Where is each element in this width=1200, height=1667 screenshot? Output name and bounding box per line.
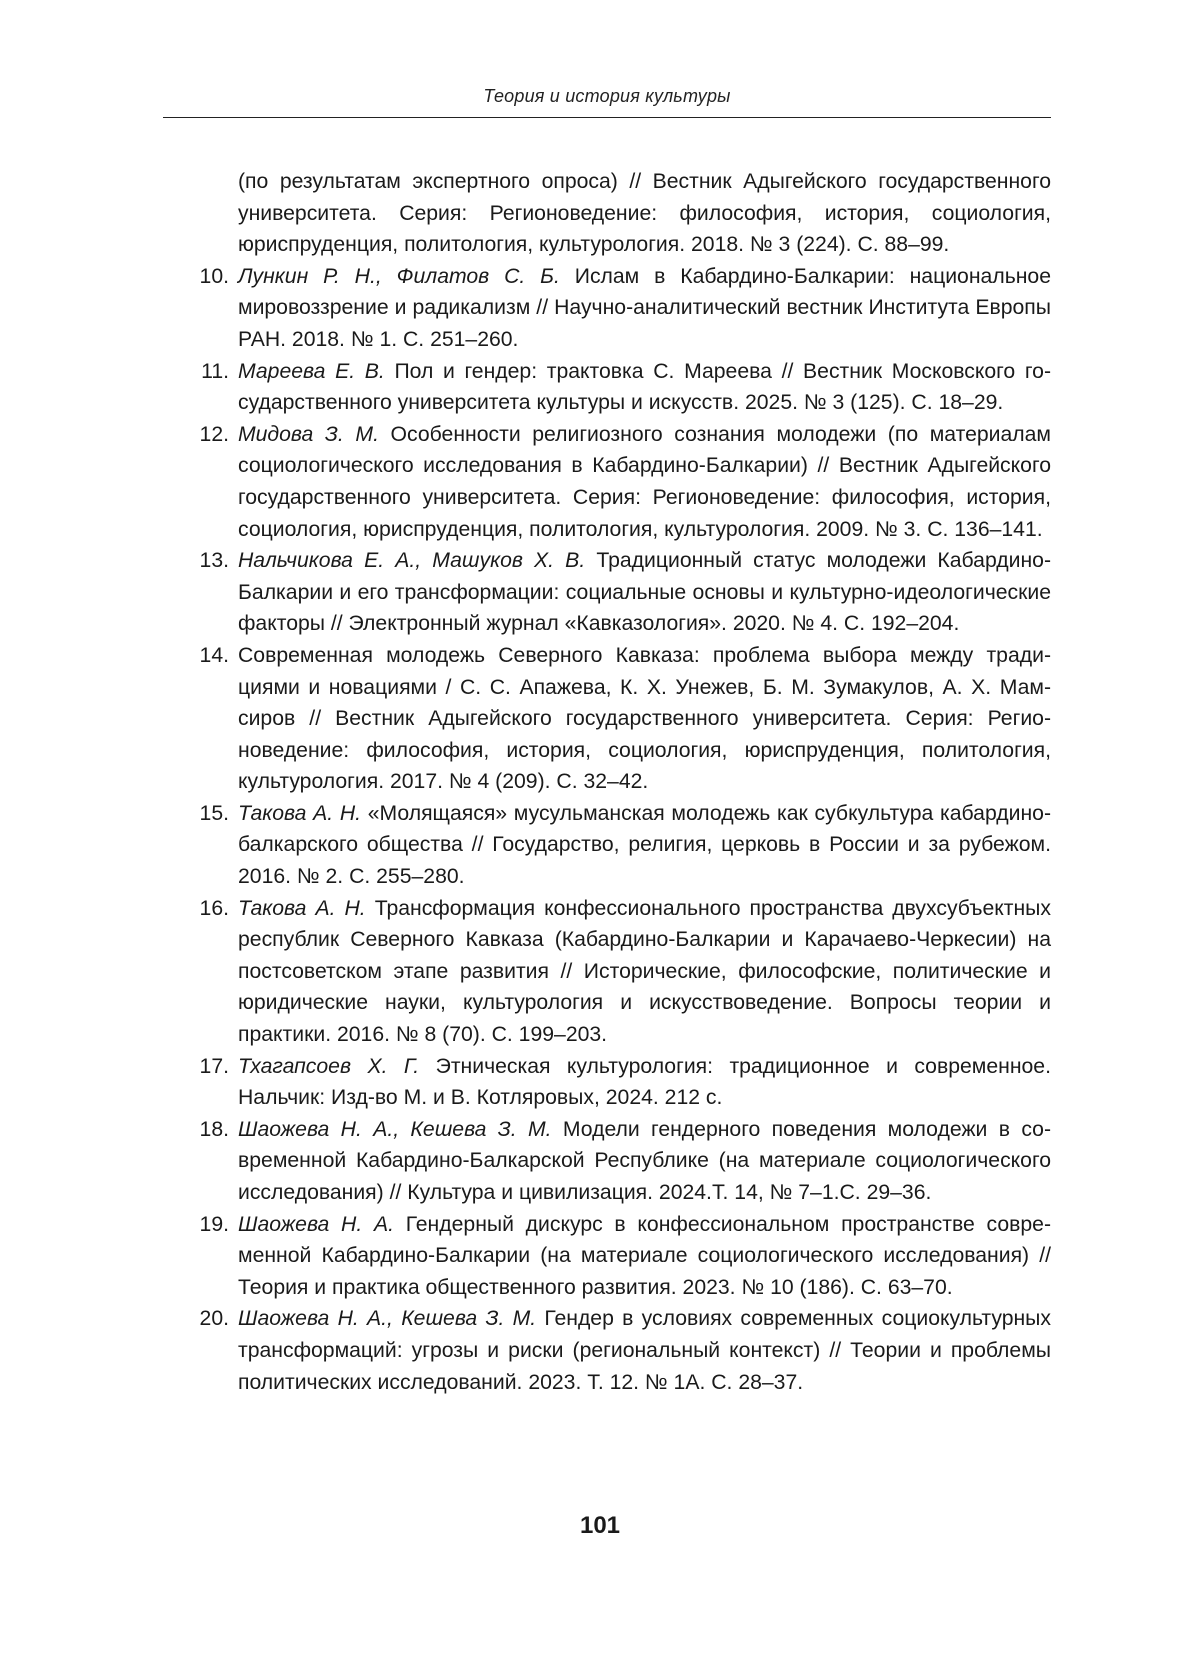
reference-body bbox=[238, 1303, 1051, 1398]
reference-author: Шаожева Н. А., Кешева З. М. bbox=[238, 1117, 552, 1141]
reference-text: Этническая культурология: традиционное и современное. Нальчик: Изд-во М. и В. Котляровых, 2024. 212 с. bbox=[238, 1054, 1051, 1110]
reference-item bbox=[184, 640, 1051, 798]
reference-text: Ислам в Кабардино-Балкарии: национальное мировоззрение и радикализм // Научно-аналитический вестник Института Европы РАН. 2018. № 1. С. 251–260. bbox=[238, 264, 1051, 351]
reference-item bbox=[184, 1051, 1051, 1114]
reference-text: Гендерный дискурс в конфессиональном пространстве современной Кабардино-Балкарии (на материале социологического исследования) // Теория и практика общественного развития. 2023. № 10 (186). С. 63–70. bbox=[238, 1212, 1051, 1299]
reference-item bbox=[184, 798, 1051, 893]
reference-body bbox=[238, 1051, 1051, 1114]
reference-body bbox=[238, 640, 1051, 798]
reference-body bbox=[238, 261, 1051, 356]
reference-number: 11. bbox=[201, 359, 229, 383]
reference-author: Лункин Р. Н., Филатов С. Б. bbox=[238, 264, 560, 288]
reference-body bbox=[238, 798, 1051, 893]
running-head: Теория и история культуры bbox=[483, 86, 731, 106]
reference-body bbox=[238, 356, 1051, 419]
reference-item bbox=[184, 1114, 1051, 1209]
reference-item bbox=[184, 261, 1051, 356]
reference-body bbox=[238, 893, 1051, 1051]
reference-number: 15. bbox=[199, 801, 229, 825]
reference-number: 18. bbox=[199, 1117, 229, 1141]
reference-item bbox=[184, 893, 1051, 1051]
reference-text: Пол и гендер: трактовка С. Мареева // Вестник Московского государственного университета культуры и искусств. 2025. № 3 (125). С. 18–29. bbox=[238, 359, 1051, 415]
reference-list bbox=[184, 166, 1051, 1398]
reference-item bbox=[184, 1303, 1051, 1398]
reference-author: Мареева Е. В. bbox=[238, 359, 385, 383]
reference-body bbox=[238, 1209, 1051, 1304]
reference-author: Шаожева Н. А., Кешева З. М. bbox=[238, 1307, 537, 1331]
reference-author: Шаожева Н. А. bbox=[238, 1212, 394, 1236]
reference-item bbox=[184, 356, 1051, 419]
reference-text: Гендер в условиях современных социокультурных трансформаций: угрозы и риски (региональный контекст) // Теории и проблемы политических исследований. 2023. Т. 12. № 1А. С. 28–37. bbox=[238, 1307, 1052, 1394]
reference-text: Традиционный статус молодежи Кабардино-Балкарии и его трансформации: социальные основы и культурно-идеологические факторы // Электронный журнал «Кавказология». 2020. № 4. С. 192–204. bbox=[238, 549, 1051, 636]
reference-text: Модели гендерного поведения молодежи в современной Кабардино-Балкарской Республике (на материале социологического исследования) // Культура и цивилизация. 2024.Т. 14, № 7–1.С. 29–36. bbox=[238, 1117, 1051, 1204]
reference-text: Особенности религиозного сознания молодежи (по материалам социологического исследования в Кабардино-Балкарии) // Вестник Адыгейского государственного университета. Серия: Регионоведение: философия, история, социология, юриспруденция, политология, культурология. 2009. № 3. С. 136–141. bbox=[238, 422, 1051, 541]
reference-item bbox=[184, 545, 1051, 640]
reference-number: 14. bbox=[199, 643, 229, 667]
reference-text: (по результатам экспертного опроса) // Вестник Адыгейского государственного университета. Серия: Регионоведение: философия, история, социология, юриспруденция, политология, культурология. 2018. № 3 (224). С. 88–99. bbox=[238, 170, 1051, 257]
reference-number bbox=[184, 166, 238, 261]
reference-text: Трансформация конфессионального пространства двухсубъектных республик Северного Кавказа (Кабардино-Балкарии и Карачаево-Черкесии) на постсоветском этапе развития // Исторические, философские, политические и юридические науки, культурология и искусствоведение. Вопросы теории и практики. 2016. № 8 (70). С. 199–203. bbox=[238, 896, 1051, 1047]
reference-number: 16. bbox=[199, 896, 229, 920]
reference-text: «Молящаяся» мусульманская молодежь как субкультура кабардино-балкарского общества // Государство, религия, церковь в России и за рубежом. 2016. № 2. С. 255–280. bbox=[238, 801, 1052, 889]
reference-author: Тхагапсоев Х. Г. bbox=[238, 1054, 420, 1078]
reference-body bbox=[238, 419, 1051, 545]
reference-number: 10. bbox=[199, 264, 229, 288]
reference-number: 17. bbox=[199, 1054, 229, 1078]
reference-body bbox=[238, 166, 1051, 261]
reference-body bbox=[238, 1114, 1051, 1209]
reference-author: Такова А. Н. bbox=[238, 801, 362, 825]
reference-author: Такова А. Н. bbox=[238, 896, 366, 920]
reference-author: Нальчикова Е. А., Машуков Х. В. bbox=[238, 549, 586, 573]
reference-number: 20. bbox=[199, 1307, 229, 1331]
page-number: 101 bbox=[579, 1512, 621, 1539]
reference-body bbox=[238, 545, 1051, 640]
reference-item bbox=[184, 419, 1051, 545]
reference-number: 19. bbox=[199, 1212, 229, 1236]
reference-item bbox=[184, 166, 1051, 261]
reference-text: Современная молодежь Северного Кавказа: проблема выбора между традициями и новациями / С. С. Апажева, К. Х. Унежев, Б. М. Зумакулов, А. Х. Мамсиров // Вестник Адыгейского государственного университета. Серия: Регионоведение: философия, история, социология, юриспруденция, политология, культурология. 2017. № 4 (209). С. 32–42. bbox=[238, 643, 1051, 794]
reference-author: Мидова З. М. bbox=[238, 422, 379, 446]
header-rule bbox=[163, 117, 1051, 118]
reference-number: 13. bbox=[199, 549, 229, 573]
reference-item bbox=[184, 1209, 1051, 1304]
reference-number: 12. bbox=[199, 422, 229, 446]
